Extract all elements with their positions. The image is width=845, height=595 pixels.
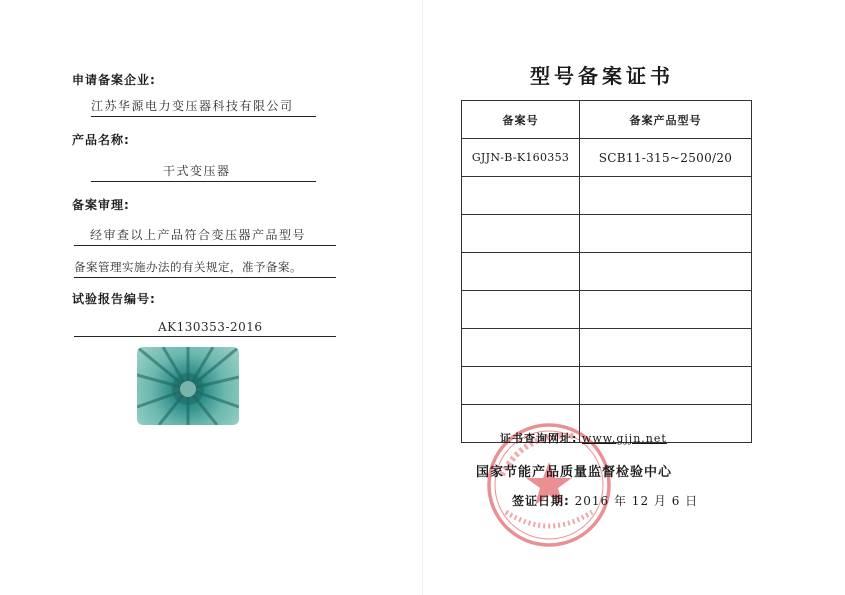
cell-record-number <box>462 329 580 367</box>
product-value: 干式变压器 <box>91 162 316 182</box>
cell-record-number <box>462 367 580 405</box>
website-label: 证书查询网址: <box>500 432 578 445</box>
table-row <box>462 367 752 405</box>
issue-date-label: 签证日期: <box>512 494 570 508</box>
cell-record-number <box>462 215 580 253</box>
cell-product-model <box>580 177 752 215</box>
hologram-security-icon <box>137 347 239 425</box>
header-product-model: 备案产品型号 <box>580 101 752 139</box>
applicant-label: 申请备案企业: <box>72 73 156 87</box>
cell-product-model <box>580 367 752 405</box>
cell-product-model: SCB11-315~2500/20 <box>580 139 752 177</box>
cell-product-model <box>580 329 752 367</box>
cell-record-number: GJJN-B-K160353 <box>462 139 580 177</box>
cell-record-number <box>462 177 580 215</box>
hologram-rays <box>137 347 239 425</box>
table-row <box>462 139 752 177</box>
header-record-number: 备案号 <box>462 101 580 139</box>
applicant-value: 江苏华源电力变压器科技有限公司 <box>91 97 316 117</box>
review-line-1: 经审查以上产品符合变压器产品型号 <box>74 226 336 246</box>
cell-product-model <box>580 291 752 329</box>
table-row <box>462 329 752 367</box>
left-panel <box>0 0 422 595</box>
website-link[interactable]: www.gjjn.net <box>581 432 667 445</box>
table-row <box>462 177 752 215</box>
table-header-row <box>462 101 752 139</box>
report-label: 试验报告编号: <box>72 292 156 306</box>
review-label: 备案审理: <box>72 198 130 212</box>
table-row <box>462 253 752 291</box>
cell-record-number <box>462 253 580 291</box>
cell-product-model <box>580 215 752 253</box>
issuing-organization: 国家节能产品质量监督检验中心 <box>476 465 673 480</box>
table-row <box>462 215 752 253</box>
table-row <box>462 291 752 329</box>
product-label: 产品名称: <box>72 133 130 147</box>
certificate-title: 型号备案证书 <box>530 64 674 88</box>
cell-record-number <box>462 291 580 329</box>
registration-table <box>461 100 752 443</box>
issue-date-value: 2016 年 12 月 6 日 <box>574 494 699 508</box>
right-panel <box>422 0 845 595</box>
report-number: AK130353-2016 <box>74 320 336 337</box>
issue-date-line <box>512 492 698 509</box>
cell-product-model <box>580 253 752 291</box>
website-line <box>500 430 667 446</box>
review-line-2: 备案管理实施办法的有关规定，准予备案。 <box>74 259 336 278</box>
